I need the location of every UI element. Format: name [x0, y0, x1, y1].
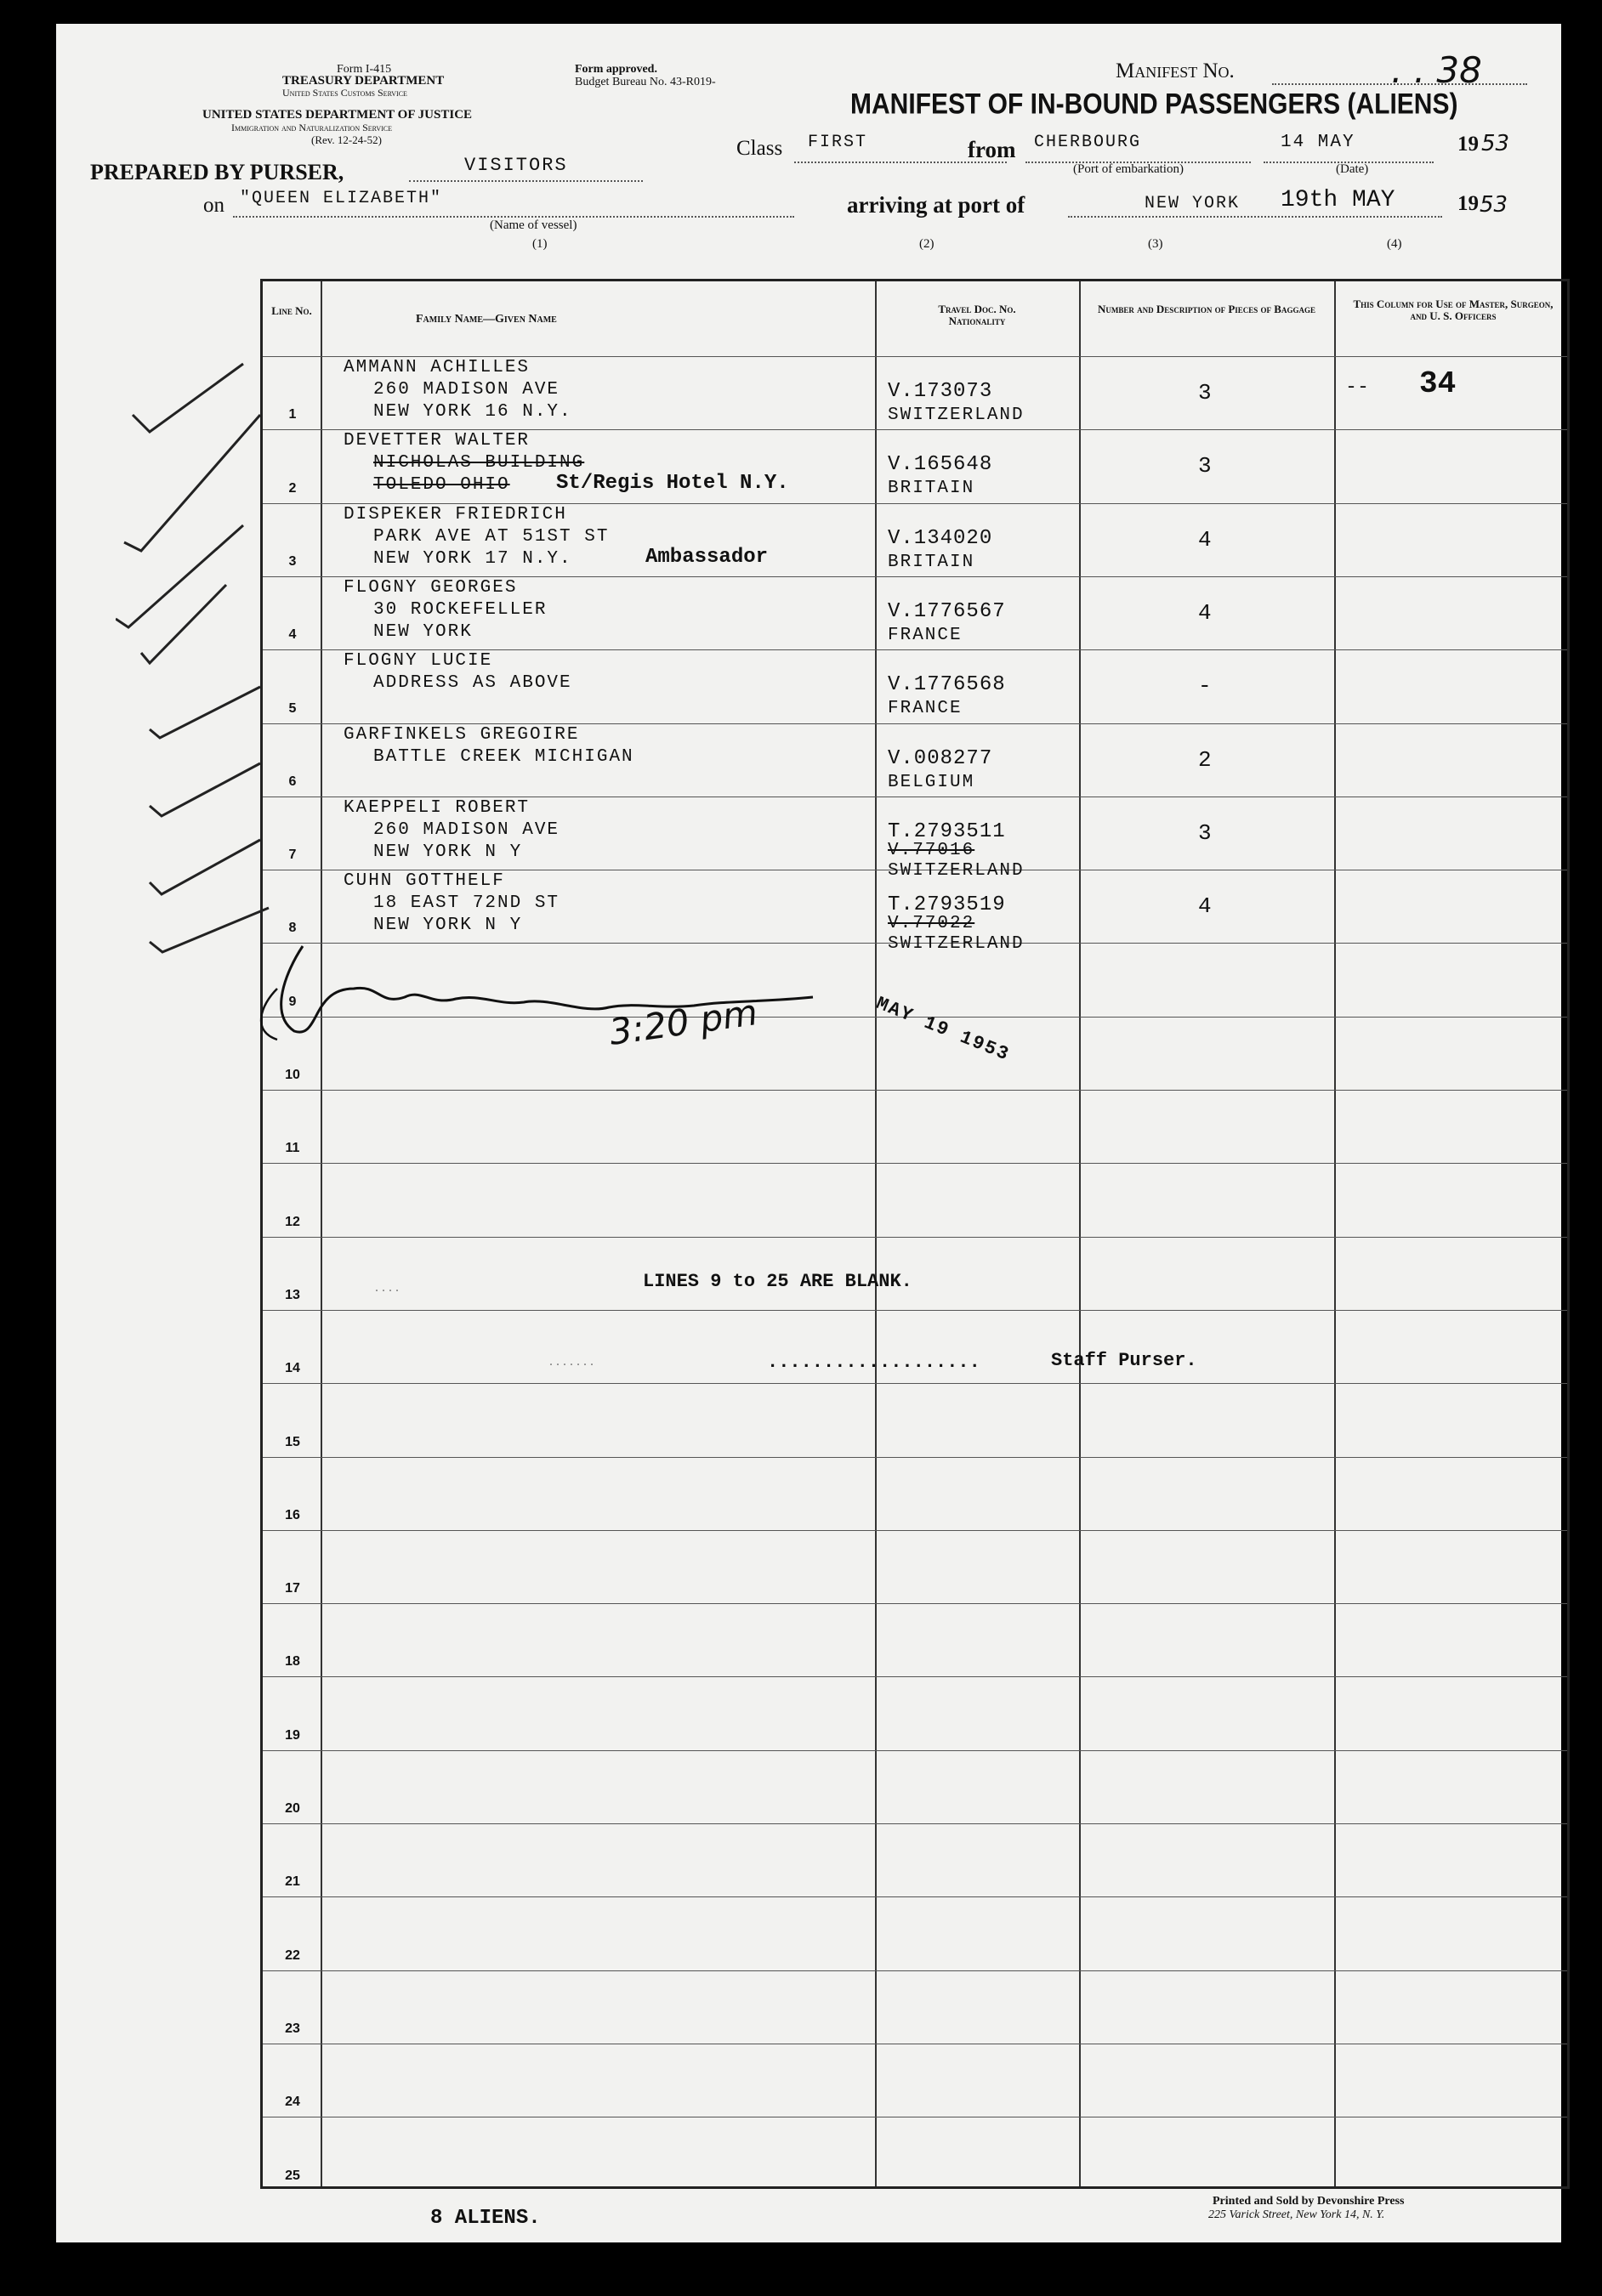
vessel-caption: (Name of vessel): [490, 218, 577, 232]
line-number: 15: [285, 1434, 300, 1449]
row-rule: [263, 1530, 1567, 1531]
printer-line-1: Printed and Sold by Devonshire Press: [1213, 2195, 1405, 2208]
passenger-address-1: ADDRESS AS ABOVE: [373, 673, 572, 694]
row-rule: [263, 1750, 1567, 1751]
travel-doc-number: V.1776567: [888, 599, 1006, 623]
line-number: 13: [285, 1287, 300, 1302]
travel-doc-number: V.134020: [888, 526, 993, 550]
line-number: 16: [285, 1507, 300, 1522]
nationality: BRITAIN: [888, 552, 975, 572]
line-number: 24: [285, 2095, 300, 2110]
manifest-no-value: . . 38: [1391, 49, 1482, 91]
passenger-address-1: PARK AVE AT 51ST ST: [373, 526, 610, 547]
row-rule: [263, 1090, 1567, 1091]
travel-doc-old: V.77016: [888, 840, 975, 860]
prepared-by-value: VISITORS: [464, 155, 568, 176]
header-family-name: Family Name—Given Name: [416, 313, 557, 326]
passenger-address-2: NEW YORK N Y: [373, 842, 523, 862]
nationality: SWITZERLAND: [888, 405, 1025, 425]
class-value: FIRST: [808, 133, 868, 152]
passenger-address-note: Ambassador: [645, 545, 769, 569]
line-number: 18: [285, 1654, 300, 1670]
justice-dept: UNITED STATES DEPARTMENT OF JUSTICE: [202, 108, 473, 122]
row-rule: [263, 649, 1567, 650]
row-rule: [263, 1237, 1567, 1238]
manifest-no-label: Manifest No.: [1116, 60, 1235, 82]
line-number: 14: [285, 1361, 300, 1376]
line-number: 17: [285, 1581, 300, 1596]
column-number-3: (3): [1148, 237, 1163, 251]
row-rule: [263, 723, 1567, 724]
line-number: 8: [288, 921, 297, 936]
check-mark: [150, 763, 260, 816]
row-rule: [263, 1603, 1567, 1604]
row-rule: [263, 1383, 1567, 1384]
line-number: 4: [288, 627, 297, 643]
check-mark: [150, 908, 269, 952]
row-rule: [263, 1676, 1567, 1677]
row-rule: [263, 1970, 1567, 1971]
row-rule: [263, 1163, 1567, 1164]
from-label: from: [968, 137, 1016, 162]
year-prefix: 19: [1457, 133, 1479, 156]
baggage-count: 2: [1198, 746, 1213, 773]
passenger-address-2: NEW YORK 17 N.Y.: [373, 548, 572, 569]
passenger-address-1: NICHOLAS BUILDING: [373, 453, 585, 473]
row-rule: [263, 1823, 1567, 1824]
prepared-by-label: PREPARED BY PURSER,: [90, 160, 344, 184]
passenger-address-1: 30 ROCKEFELLER: [373, 599, 548, 620]
nationality: BRITAIN: [888, 479, 975, 499]
stray-dots: . . . . . . .: [549, 1354, 594, 1369]
passenger-table: [260, 279, 1570, 2189]
passenger-name: CUHN GOTTHELF: [344, 871, 505, 892]
line-number: 9: [288, 994, 297, 1009]
row-rule: [263, 1896, 1567, 1897]
form-approved: Form approved.: [575, 63, 657, 76]
line-number: 7: [288, 848, 297, 863]
officer-dash: - -: [1348, 375, 1366, 397]
officer-number: 34: [1419, 366, 1457, 401]
nationality: SWITZERLAND: [888, 860, 1025, 881]
passenger-address-1: BATTLE CREEK MICHIGAN: [373, 746, 634, 767]
passenger-name: DISPEKER FRIEDRICH: [344, 504, 567, 524]
passenger-address-1: 18 EAST 72ND ST: [373, 893, 560, 914]
line-number: 11: [285, 1141, 300, 1156]
passenger-address-1: 260 MADISON AVE: [373, 380, 560, 400]
line-number: 6: [288, 774, 297, 789]
passenger-name: KAEPPELI ROBERT: [344, 797, 531, 818]
line-number: 12: [285, 1214, 300, 1229]
column-number-1: (1): [532, 237, 548, 251]
passenger-name: DEVETTER WALTER: [344, 431, 531, 451]
passenger-name: AMMANN ACHILLES: [344, 358, 531, 377]
baggage-count: 3: [1198, 380, 1213, 405]
row-rule: [263, 503, 1567, 504]
travel-doc-number: T.2793511: [888, 819, 1006, 843]
arrival-date: 19th MAY: [1281, 187, 1395, 213]
check-mark: [150, 687, 260, 738]
arriving-label: arriving at port of: [847, 192, 1025, 218]
manifest-sheet: [56, 24, 1561, 2242]
form-number: Form I-415: [337, 63, 392, 76]
line-number: 10: [285, 1068, 300, 1082]
ins-service: Immigration and Naturalization Service: [231, 122, 393, 133]
travel-doc-number: V.165648: [888, 453, 993, 477]
nationality: FRANCE: [888, 699, 963, 719]
header-line-no: Line No.: [271, 304, 312, 317]
check-mark: [150, 840, 260, 894]
baggage-count: 4: [1198, 526, 1213, 553]
passenger-address-2: NEW YORK N Y: [373, 916, 523, 936]
passenger-address-2: NEW YORK 16 N.Y.: [373, 402, 572, 422]
passenger-address-2: NEW YORK: [373, 621, 473, 642]
passenger-name: FLOGNY LUCIE: [344, 651, 493, 672]
line-number: 19: [285, 1727, 300, 1743]
travel-doc-old: V.77022: [888, 914, 975, 934]
baggage-count: 4: [1198, 893, 1213, 920]
received-stamp: MAY 19 1953: [872, 993, 1014, 1066]
arrival-year: 53: [1480, 192, 1508, 218]
line-number: 22: [285, 1947, 300, 1963]
line-number: 3: [288, 553, 297, 569]
manifest-title: MANIFEST OF IN-BOUND PASSENGERS (ALIENS): [850, 88, 1458, 121]
passenger-address-1: 260 MADISON AVE: [373, 819, 560, 840]
header-officers: This Column for Use of Master, Surgeon, and U. S. Officers: [1353, 298, 1554, 322]
passenger-name: FLOGNY GEORGES: [344, 577, 518, 598]
row-rule: [263, 1457, 1567, 1458]
date-caption: (Date): [1336, 162, 1369, 176]
travel-doc-number: V.008277: [888, 746, 993, 770]
purser-dots: ...................: [767, 1352, 980, 1373]
check-mark: [133, 364, 243, 432]
treasury-dept: TREASURY DEPARTMENT: [282, 74, 445, 88]
blank-lines-note: LINES 9 to 25 ARE BLANK.: [643, 1271, 912, 1292]
passenger-address-note: St/Regis Hotel N.Y.: [556, 472, 789, 496]
line-number: 1: [288, 407, 297, 422]
row-rule: [263, 1310, 1567, 1311]
line-number: 5: [288, 700, 297, 716]
line-number: 23: [285, 2021, 300, 2036]
nationality: FRANCE: [888, 625, 963, 645]
passenger-address-2: TOLEDO OHIO: [373, 475, 510, 496]
year-value: 53: [1481, 131, 1510, 156]
signature: [252, 938, 881, 1074]
revision-date: (Rev. 12-24-52): [311, 133, 382, 146]
printer-line-2: 225 Varick Street, New York 14, N. Y.: [1208, 2208, 1385, 2221]
received-time: 3:20 pm: [606, 991, 760, 1053]
nationality: BELGIUM: [888, 772, 975, 792]
check-marks: [116, 347, 286, 976]
baggage-count: 3: [1198, 453, 1213, 479]
check-mark: [116, 525, 243, 627]
budget-bureau: Budget Bureau No. 43-R019-: [575, 76, 716, 88]
line-number: 2: [288, 480, 297, 496]
line-number: 25: [285, 2168, 300, 2183]
baggage-count: 4: [1198, 599, 1213, 626]
vessel-name: "QUEEN ELIZABETH": [240, 189, 443, 208]
travel-doc-number: V.1776568: [888, 673, 1006, 697]
header-baggage: Number and Description of Pieces of Baggage: [1098, 303, 1315, 315]
departure-date: 14 MAY: [1281, 133, 1355, 152]
port-embark-caption: (Port of embarkation): [1073, 162, 1184, 176]
baggage-count: 3: [1198, 819, 1213, 846]
check-mark: [124, 415, 260, 551]
header-travel-doc: Travel Doc. No. Nationality: [938, 303, 1016, 327]
line-number: 20: [285, 1801, 300, 1816]
stray-dots: . . . .: [375, 1280, 399, 1295]
travel-doc-number: V.173073: [888, 380, 993, 403]
arrival-year-prefix: 19: [1457, 192, 1479, 215]
on-label: on: [203, 194, 224, 217]
column-number-4: (4): [1387, 237, 1402, 251]
line-number: 21: [285, 1874, 300, 1890]
arrival-port: NEW YORK: [1145, 194, 1241, 213]
row-rule: [263, 356, 1567, 357]
staff-purser: Staff Purser.: [1051, 1350, 1197, 1371]
from-value: CHERBOURG: [1034, 133, 1142, 152]
check-mark: [141, 585, 226, 663]
baggage-count: -: [1198, 673, 1213, 700]
customs-service: United States Customs Service: [282, 87, 407, 99]
row-rule: [263, 429, 1567, 430]
aliens-count: 8 ALIENS.: [430, 2207, 541, 2230]
travel-doc-number: T.2793519: [888, 893, 1006, 917]
class-label: Class: [736, 137, 783, 160]
nationality: SWITZERLAND: [888, 934, 1025, 955]
column-number-2: (2): [919, 237, 934, 251]
row-rule: [263, 576, 1567, 577]
passenger-name: GARFINKELS GREGOIRE: [344, 724, 580, 745]
